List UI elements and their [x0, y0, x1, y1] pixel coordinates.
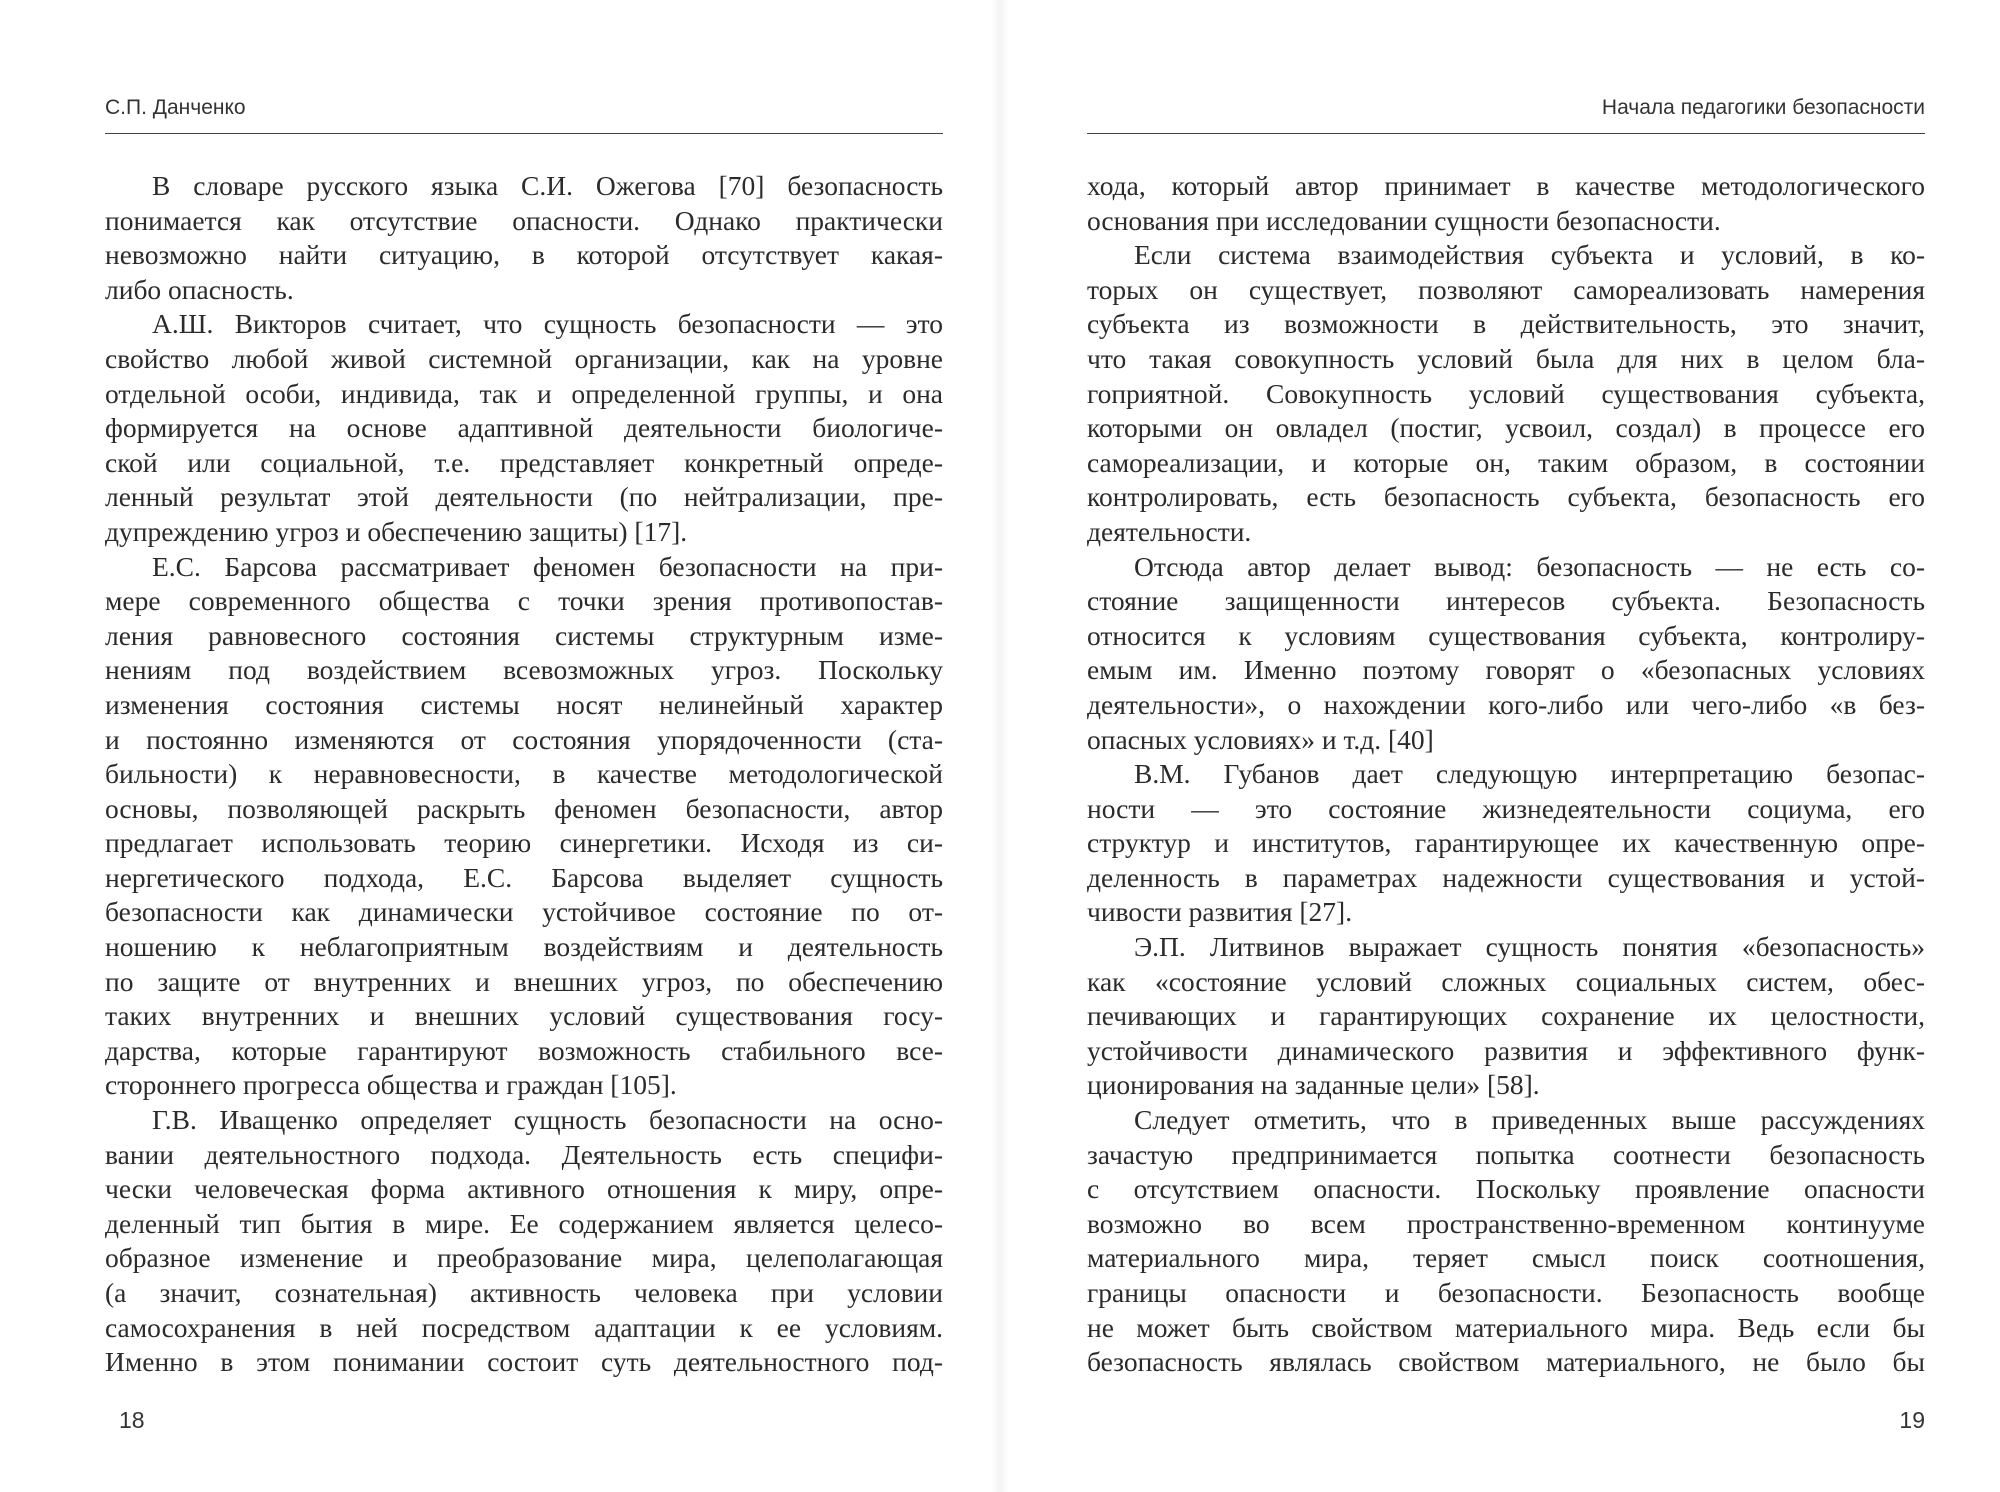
text-line: материального мира, теряет смысл поиск соотношения, — [1087, 1242, 1925, 1274]
text-line: отдельной особи, индивида, так и определенной группы, и она — [105, 377, 943, 409]
text-line: основы, позволяющей раскрыть феномен безопасности, автор — [105, 792, 943, 824]
text-line: деятельности. — [1087, 515, 1252, 547]
text-line: стороннего прогресса общества и граждан [105]. — [105, 1069, 677, 1101]
header-rule — [1087, 133, 1925, 134]
left-page — [105, 0, 943, 1492]
text-line: с отсутствием опасности. Поскольку проявление опасности — [1087, 1173, 1925, 1205]
body-text — [1087, 169, 1925, 1380]
text-line: границы опасности и безопасности. Безопасность вообще — [1087, 1277, 1925, 1308]
text-line: Отсюда автор делает вывод: безопасность — не есть со- — [1134, 550, 1925, 582]
running-head-title: Начала педагогики безопасности — [1601, 96, 1925, 119]
text-line: структур и институтов, гарантирующее их качественную опре- — [1087, 827, 1925, 859]
text-line: деленный тип бытия в мире. Ее содержанием является целесо- — [105, 1207, 943, 1239]
text-line: ношению к неблагоприятным воздействиям и деятельность — [105, 931, 943, 963]
text-line: опасных условиях» и т.д. [40] — [1087, 723, 1434, 755]
text-line: таких внутренних и внешних условий существования госу- — [105, 1000, 943, 1032]
text-line: не может быть свойством материального мира. Ведь если бы — [1087, 1311, 1925, 1343]
text-line: что такая совокупность условий была для них в целом бла- — [1087, 342, 1925, 374]
text-line: В.М. Губанов дает следующую интерпретацию безопас- — [1134, 758, 1925, 790]
text-line: нергетического подхода, Е.С. Барсова выделяет сущность — [105, 861, 943, 893]
text-line: Э.П. Литвинов выражает сущность понятия «безопасность» — [1134, 931, 1925, 963]
text-line: невозможно найти ситуацию, в которой отсутствует какая- — [105, 239, 943, 271]
page-number: 19 — [1899, 1407, 1925, 1433]
text-line: свойство любой живой системной организации, как на уровне — [105, 342, 943, 374]
text-line: Г.В. Иващенко определяет сущность безопасности на осно- — [152, 1104, 943, 1136]
running-head-author: С.П. Данченко — [105, 96, 246, 119]
text-line: чивости развития [27]. — [1087, 896, 1353, 928]
text-line: (а значит, сознательная) активность человека при условии — [105, 1277, 943, 1308]
text-line: деятельности», о нахождении кого-либо или чего-либо «в без- — [1087, 688, 1925, 720]
text-line: Е.С. Барсова рассматривает феномен безопасности на при- — [152, 550, 943, 582]
text-line: формируется на основе адаптивной деятельности биологиче- — [105, 412, 943, 444]
text-line: ления равновесного состояния системы структурным изме- — [105, 619, 943, 651]
text-line: субъекта из возможности в действительность, это значит, — [1087, 308, 1925, 340]
text-line: зачастую предпринимается попытка соотнести безопасность — [1087, 1138, 1925, 1170]
text-line: понимается как отсутствие опасности. Однако практически — [105, 204, 943, 236]
text-line: Если система взаимодействия субъекта и условий, в ко- — [1134, 239, 1925, 271]
text-line: деленность в параметрах надежности существования и устой- — [1087, 861, 1925, 893]
text-line: стояние защищенности интересов субъекта. Безопасность — [1087, 585, 1925, 617]
text-line: по защите от внутренних и внешних угроз, по обеспечению — [105, 965, 943, 997]
text-line: образное изменение и преобразование мира, целеполагающая — [105, 1242, 943, 1274]
body-text — [105, 169, 943, 1380]
text-line: ности — это состояние жизнедеятельности социума, его — [1087, 792, 1925, 824]
text-line: ленный результат этой деятельности (по нейтрализации, пре- — [105, 481, 943, 513]
text-line: устойчивости динамического развития и эффективного функ- — [1087, 1034, 1925, 1066]
text-line: основания при исследовании сущности безопасности. — [1087, 204, 1721, 236]
text-line: емым им. Именно поэтому говорят о «безопасных условиях — [1087, 654, 1925, 686]
text-line: торых он существует, позволяют самореализовать намерения — [1087, 273, 1925, 305]
text-line: Именно в этом понимании состоит суть деятельностного под- — [105, 1346, 943, 1378]
text-line: самосохранения в ней посредством адаптации к ее условиям. — [105, 1311, 943, 1343]
text-line: Следует отметить, что в приведенных выше рассуждениях — [1134, 1104, 1925, 1136]
text-line: печивающих и гарантирующих сохранение их целостности, — [1087, 1000, 1925, 1032]
text-line: мере современного общества с точки зрения противопостав- — [105, 585, 943, 617]
header-rule — [105, 133, 943, 134]
text-line: ционирования на заданные цели» [58]. — [1087, 1069, 1540, 1101]
text-line: дупреждению угроз и обеспечению защиты) [17]. — [105, 515, 688, 547]
text-line: и постоянно изменяются от состояния упорядоченности (ста- — [105, 723, 943, 755]
text-line: как «состояние условий сложных социальных систем, обес- — [1087, 965, 1925, 997]
right-page — [1087, 0, 1925, 1492]
text-line: изменения состояния системы носят нелинейный характер — [105, 688, 943, 720]
text-line: безопасность являлась свойством материального, не было бы — [1087, 1346, 1925, 1378]
text-line: предлагает использовать теорию синергетики. Исходя из си- — [105, 827, 943, 859]
text-line: В словаре русского языка С.И. Ожегова [70] безопасность — [152, 170, 943, 201]
page-number: 18 — [119, 1407, 145, 1433]
text-line: дарства, которые гарантируют возможность стабильного все- — [105, 1034, 943, 1066]
text-line: нениям под воздействием всевозможных угроз. Поскольку — [105, 654, 943, 686]
text-line: ской или социальной, т.е. представляет конкретный опреде- — [105, 446, 943, 478]
text-line: гоприятной. Совокупность условий существования субъекта, — [1087, 377, 1925, 409]
text-line: вании деятельностного подхода. Деятельность есть специфи- — [105, 1138, 943, 1170]
text-line: А.Ш. Викторов считает, что сущность безопасности — это — [152, 308, 943, 340]
text-line: бильности) к неравновесности, в качестве методологической — [105, 758, 943, 790]
text-line: контролировать, есть безопасность субъекта, безопасность его — [1087, 481, 1925, 513]
text-line: либо опасность. — [105, 273, 294, 305]
text-line: хода, который автор принимает в качестве методологического — [1087, 170, 1925, 201]
text-line: чески человеческая форма активного отношения к миру, опре- — [105, 1173, 943, 1205]
text-line: безопасности как динамически устойчивое состояние по от- — [105, 896, 943, 928]
book-gutter — [992, 0, 1008, 1492]
text-line: возможно во всем пространственно-временном континууме — [1087, 1207, 1925, 1239]
text-line: которыми он овладел (постиг, усвоил, создал) в процессе его — [1087, 412, 1925, 444]
text-line: самореализации, и которые он, таким образом, в состоянии — [1087, 446, 1925, 478]
text-line: относится к условиям существования субъекта, контролиру- — [1087, 619, 1925, 651]
